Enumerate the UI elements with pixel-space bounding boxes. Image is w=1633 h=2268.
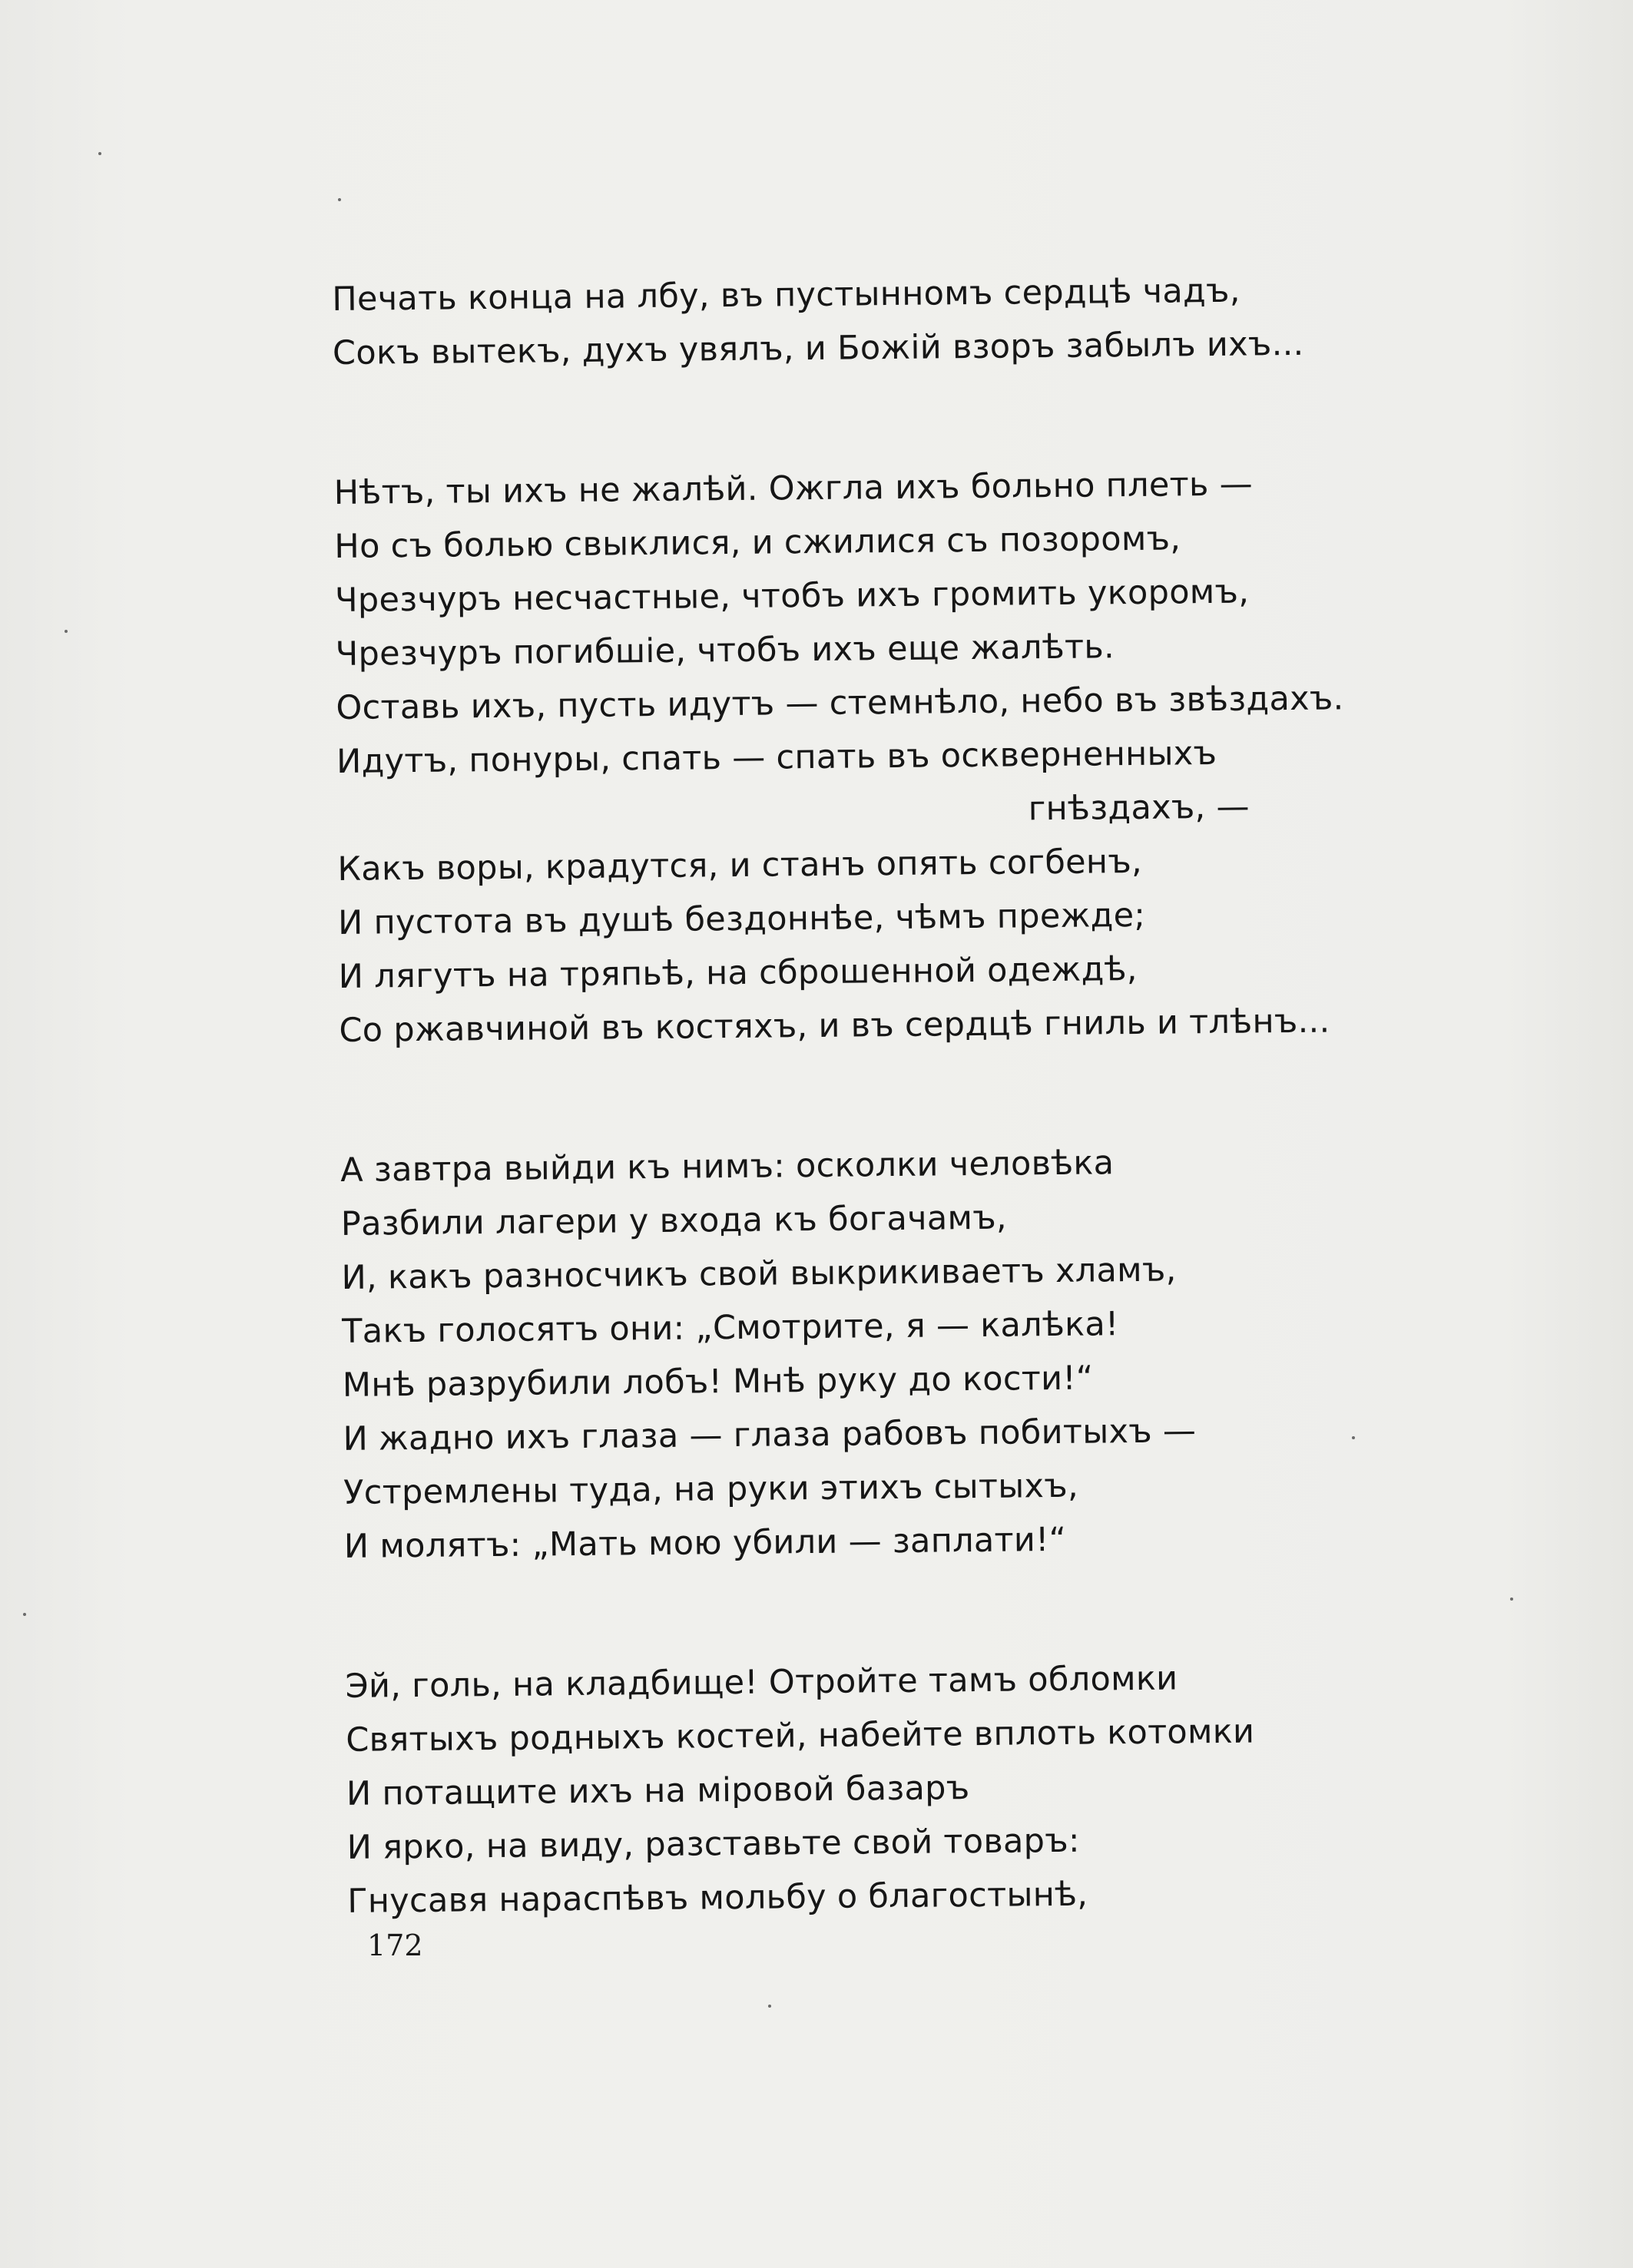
poem-line-continuation: гнѣздахъ, — <box>1028 787 1250 829</box>
scan-speck <box>23 1613 26 1616</box>
poem-line: Гнусавя нараспѣвъ мольбу о благостынѣ, <box>347 1875 1088 1921</box>
stanza-1 <box>332 263 1362 380</box>
poem-line: И пустота въ душѣ бездоннѣе, чѣмъ прежде; <box>337 896 1146 942</box>
scan-speck <box>98 152 101 155</box>
poem-line: Со ржавчиной въ костяхъ, и въ сердцѣ гниль и тлѣнъ... <box>339 1002 1330 1050</box>
poem-line: Чрезчуръ погибшіе, чтобъ ихъ еще жалѣть. <box>335 627 1115 674</box>
poem-line: Сокъ вытекъ, духъ увялъ, и Божій взоръ забылъ ихъ... <box>332 324 1304 372</box>
scan-speck <box>65 630 68 633</box>
poem-line: И молятъ: „Мать мою убили — заплати!“ <box>343 1520 1067 1566</box>
poem-line: И лягутъ на тряпьѣ, на сброшенной одеждѣ, <box>338 949 1138 996</box>
poem-line: Идутъ, понуры, спать — спать въ оскверненныхъ <box>336 733 1217 781</box>
poem-line: Печать конца на лбу, въ пустынномъ сердцѣ чадъ, <box>332 271 1240 319</box>
scan-speck <box>338 198 341 201</box>
poem-line: Нѣтъ, ты ихъ не жалѣй. Ожгла ихъ больно плеть — <box>333 465 1254 512</box>
stanza-3 <box>340 1134 1373 1574</box>
poem-line: Чрезчуръ несчастные, чтобъ ихъ громить укоромъ, <box>334 572 1250 620</box>
poem-line: Мнѣ разрубили лобъ! Мнѣ руку до кости!“ <box>342 1359 1094 1405</box>
poem-line: Какъ воры, крадутся, и станъ опять согбенъ, <box>337 842 1143 889</box>
poem-line: И потащите ихъ на міровой базаръ <box>346 1769 970 1813</box>
poem-line: Эй, голь, на кладбище! Отройте тамъ обломки <box>345 1659 1178 1706</box>
poem-line: Такъ голосятъ они: „Смотрите, я — калѣка! <box>341 1305 1119 1351</box>
poem-line: Устремлены туда, на руки этихъ сытыхъ, <box>343 1466 1079 1512</box>
poem-text <box>332 263 1378 2015</box>
stanza-4 <box>345 1650 1376 1929</box>
scan-speck <box>768 2005 771 2008</box>
page-number: 172 <box>367 1929 423 1962</box>
poem-line: И жадно ихъ глаза — глаза рабовъ побитыхъ — <box>343 1412 1197 1458</box>
poem-line: Разбили лагери у входа къ богачамъ, <box>340 1198 1008 1243</box>
poem-line: И ярко, на виду, разставьте свой товаръ: <box>346 1821 1080 1867</box>
poem-line: Но съ болью свыклися, и сжилися съ позоромъ, <box>334 519 1181 566</box>
poem-line: А завтра выйди къ нимъ: осколки человѣка <box>340 1144 1115 1190</box>
poem-line: Святыхъ родныхъ костей, набейте вплоть котомки <box>346 1712 1255 1760</box>
scan-speck <box>1510 1598 1513 1601</box>
scan-speck <box>1352 1436 1355 1439</box>
stanza-2 <box>333 456 1368 1058</box>
poem-line: Оставь ихъ, пусть идутъ — стемнѣло, небо въ звѣздахъ. <box>336 679 1344 727</box>
poem-line: И, какъ разносчикъ свой выкрикиваетъ хламъ, <box>341 1250 1177 1297</box>
